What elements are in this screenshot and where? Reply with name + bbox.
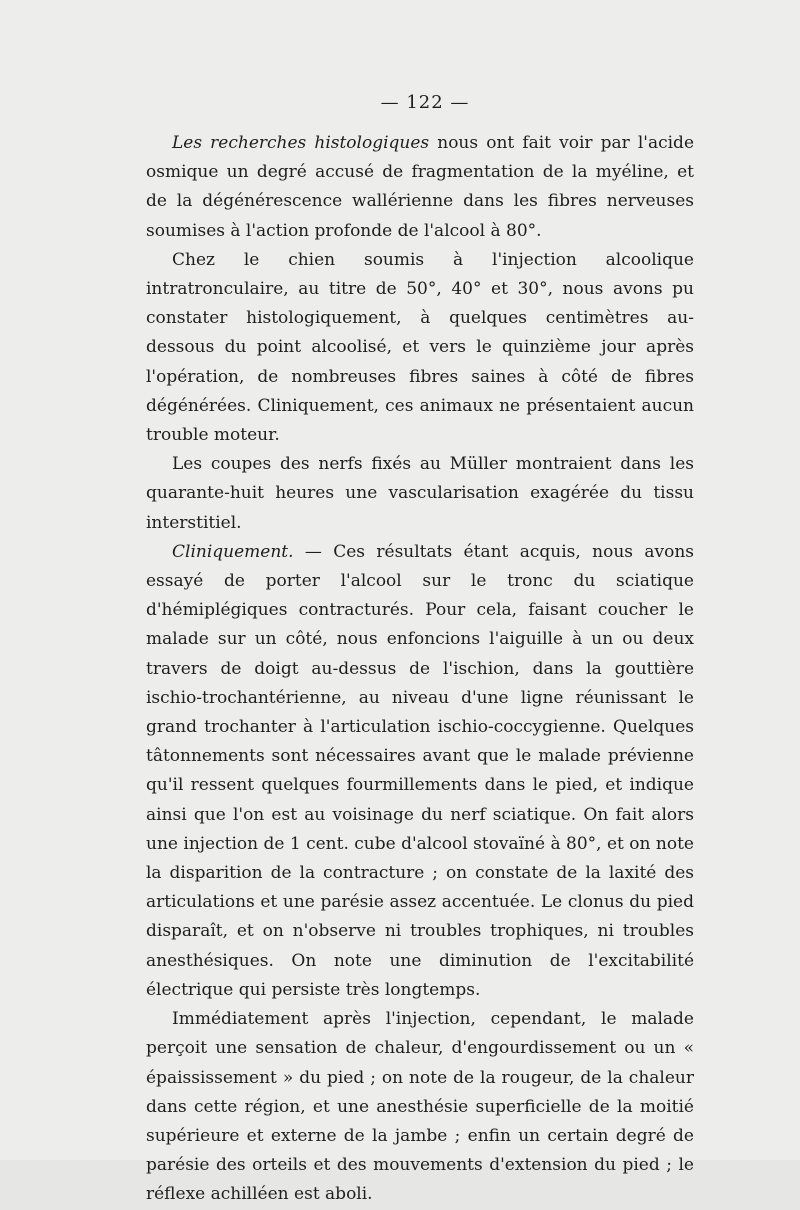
paragraph-1-lead: Les recherches histologiques	[172, 133, 430, 153]
body-text	[146, 129, 694, 1210]
paragraph-1-text: nous ont fait voir par l'acide osmique un degré accusé de fragmentation de la myéline, et de la dégénérescence wallérienne dans les fibres nerveuses soumises à l'action profonde de l'alcool à 80°.	[146, 133, 694, 241]
paragraph-3	[146, 450, 694, 538]
paragraph-3-text: Les coupes des nerfs fixés au Müller montraient dans les quarante-huit heures une vascularisation exagérée du tissu interstitiel.	[146, 454, 694, 533]
paragraph-4-lead: Cliniquement.	[172, 541, 294, 562]
page-number: — 122 —	[380, 92, 470, 113]
paragraph-5-text: Immédiatement après l'injection, cependant, le malade perçoit une sensation de chaleur, d'engourdissement ou un « épaississement » du pied ; on note de la rougeur, de la chaleur dans cette région, et une anesthésie superficielle de la moitié supérieure et externe de la jambe ; enfin un certain degré de parésie des orteils et des mouvements d'extension du pied ; le réflexe achilléen est aboli.	[146, 1009, 694, 1205]
paragraph-1	[146, 129, 694, 246]
paragraph-4	[146, 538, 694, 1005]
paragraph-2	[146, 246, 694, 450]
paragraph-4-text: — Ces résultats étant acquis, nous avons essayé de porter l'alcool sur le tronc du sciatique d'hémiplégiques contracturés. Pour cela, faisant coucher le malade sur un côté, nous enfoncions l'aiguille à un ou deux travers de doigt au-dessus de l'ischion, dans la gouttière ischio-trochantérienne, au niveau d'une ligne réunissant le grand trochanter à l'articulation ischio-coccygienne. Quelques tâtonnements sont nécessaires avant que le malade prévienne qu'il ressent quelques fourmillements dans le pied, et indique ainsi que l'on est au voisinage du nerf sciatique. On fait alors une injection de 1 cent. cube d'alcool stovaïné à 80°, et on note la disparition de la contracture ; on constate de la laxité des articulations et une parésie assez accentuée. Le clonus du pied disparaît, et on n'observe ni troubles trophiques, ni troubles anesthésiques. On note une diminution de l'excitabilité électrique qui persiste très longtemps.	[146, 541, 694, 1000]
paragraph-5	[146, 1005, 694, 1209]
paragraph-2-text: Chez le chien soumis à l'injection alcoolique intratronculaire, au titre de 50°, 40° et 30°, nous avons pu constater histologiquement, à quelques centimètres au-dessous du point alcoolisé, et vers le quinzième jour après l'opération, de nombreuses fibres saines à côté de fibres dégénérées. Cliniquement, ces animaux ne présentaient aucun trouble moteur.	[146, 249, 694, 446]
